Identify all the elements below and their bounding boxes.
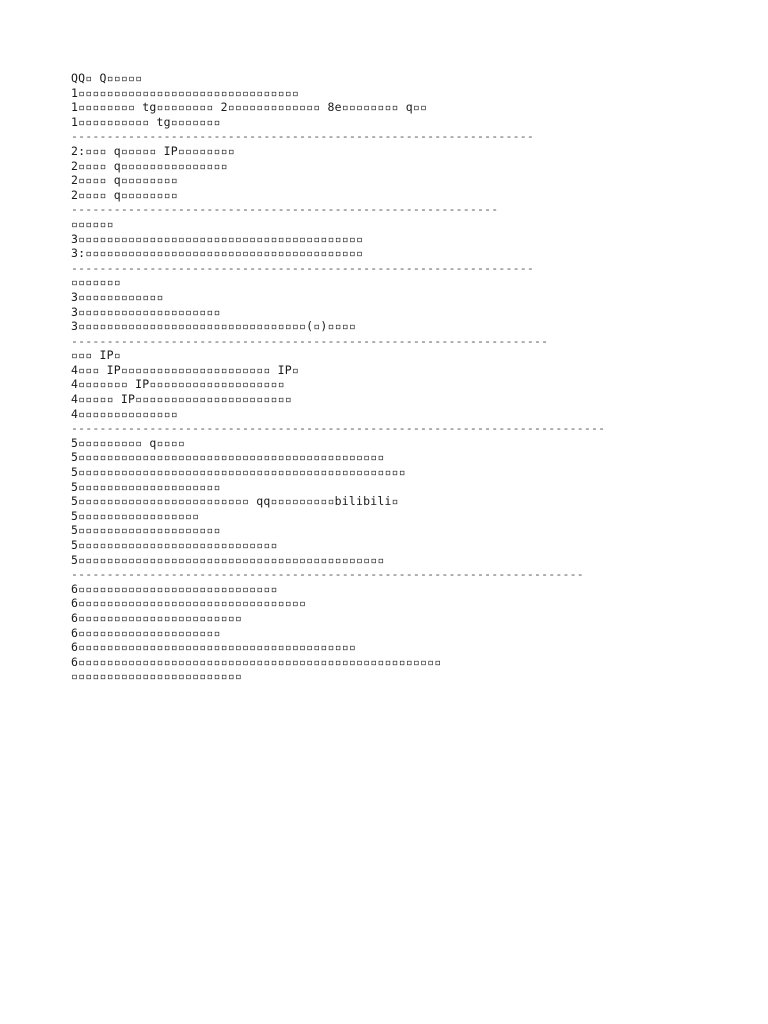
text-line: 4▫▫▫▫▫ IP▫▫▫▫▫▫▫▫▫▫▫▫▫▫▫▫▫▫▫▫▫▫ <box>71 392 292 407</box>
text-line: 1▫▫▫▫▫▫▫▫ tg▫▫▫▫▫▫▫▫ 2▫▫▫▫▫▫▫▫▫▫▫▫▫ 8e▫▫▫▫▫▫▫▫ q▫▫ <box>71 100 428 115</box>
section-4 <box>71 275 711 348</box>
text-line: 3▫▫▫▫▫▫▫▫▫▫▫▫▫▫▫▫▫▫▫▫ <box>71 304 221 319</box>
text-line: 5▫▫▫▫▫▫▫▫▫▫▫▫▫▫▫▫▫▫▫▫▫▫▫▫▫▫▫▫▫▫▫▫▫▫▫▫▫▫▫▫▫▫▫▫▫▫ <box>71 465 406 480</box>
section-6 <box>71 436 711 582</box>
text-line: 5▫▫▫▫▫▫▫▫▫▫▫▫▫▫▫▫▫▫▫▫▫▫▫▫▫▫▫▫▫▫▫▫▫▫▫▫▫▫▫▫▫▫▫ <box>71 552 385 567</box>
section-1 <box>71 71 711 144</box>
dashed-separator: ----------------------------------------------------------------- <box>71 129 535 144</box>
text-line: 5▫▫▫▫▫▫▫▫▫▫▫▫▫▫▫▫▫▫▫▫ <box>71 479 221 494</box>
text-line: ▫▫▫▫▫▫▫▫▫▫▫▫▫▫▫▫▫▫▫▫▫▫▫▫ <box>71 669 242 684</box>
text-line: 4▫▫▫▫▫▫▫ IP▫▫▫▫▫▫▫▫▫▫▫▫▫▫▫▫▫▫▫ <box>71 377 285 392</box>
dashed-separator: ------------------------------------------------------------ <box>71 202 499 217</box>
dashed-separator: ----------------------------------------------------------------- <box>71 260 535 275</box>
text-line: 6▫▫▫▫▫▫▫▫▫▫▫▫▫▫▫▫▫▫▫▫▫▫▫▫▫▫▫▫▫▫▫▫▫▫▫▫▫▫▫ <box>71 640 356 655</box>
section-heading: ▫▫▫▫▫▫▫ <box>71 275 121 290</box>
text-line: 6▫▫▫▫▫▫▫▫▫▫▫▫▫▫▫▫▫▫▫▫ <box>71 625 221 640</box>
text-line: 1▫▫▫▫▫▫▫▫▫▫▫▫▫▫▫▫▫▫▫▫▫▫▫▫▫▫▫▫▫▫▫ <box>71 85 299 100</box>
section-3 <box>71 217 711 275</box>
text-line: 5▫▫▫▫▫▫▫▫▫ q▫▫▫▫ <box>71 435 185 450</box>
text-line: 2▫▫▫▫ q▫▫▫▫▫▫▫▫▫▫▫▫▫▫▫ <box>71 158 228 173</box>
text-line: 5▫▫▫▫▫▫▫▫▫▫▫▫▫▫▫▫▫ <box>71 508 200 523</box>
section-7 <box>71 582 711 684</box>
dashed-separator: ------------------------------------------------------------------------ <box>71 567 584 582</box>
dashed-separator: --------------------------------------------------------------------------- <box>71 421 606 436</box>
text-line: 2▫▫▫▫ q▫▫▫▫▫▫▫▫ <box>71 173 178 188</box>
text-line: 4▫▫▫▫▫▫▫▫▫▫▫▫▫▫ <box>71 406 178 421</box>
section-2 <box>71 144 711 217</box>
text-line: 6▫▫▫▫▫▫▫▫▫▫▫▫▫▫▫▫▫▫▫▫▫▫▫▫▫▫▫▫ <box>71 581 278 596</box>
section-5 <box>71 348 711 436</box>
text-line: 3:▫▫▫▫▫▫▫▫▫▫▫▫▫▫▫▫▫▫▫▫▫▫▫▫▫▫▫▫▫▫▫▫▫▫▫▫▫▫▫ <box>71 246 364 261</box>
text-line: 2▫▫▫▫ q▫▫▫▫▫▫▫▫ <box>71 187 178 202</box>
dashed-separator: ------------------------------------------------------------------- <box>71 333 549 348</box>
text-line: 1▫▫▫▫▫▫▫▫▫▫ tg▫▫▫▫▫▫▫ <box>71 114 221 129</box>
section-heading: ▫▫▫▫▫▫ <box>71 216 114 231</box>
text-line: 3▫▫▫▫▫▫▫▫▫▫▫▫▫▫▫▫▫▫▫▫▫▫▫▫▫▫▫▫▫▫▫▫(▫)▫▫▫▫ <box>71 319 356 334</box>
text-line: 3▫▫▫▫▫▫▫▫▫▫▫▫ <box>71 289 164 304</box>
text-line: 4▫▫▫ IP▫▫▫▫▫▫▫▫▫▫▫▫▫▫▫▫▫▫▫▫▫ IP▫ <box>71 362 299 377</box>
text-line: 5▫▫▫▫▫▫▫▫▫▫▫▫▫▫▫▫▫▫▫▫▫▫▫▫ qq▫▫▫▫▫▫▫▫▫bilibili▫ <box>71 494 399 509</box>
text-line: 6▫▫▫▫▫▫▫▫▫▫▫▫▫▫▫▫▫▫▫▫▫▫▫▫▫▫▫▫▫▫▫▫ <box>71 596 307 611</box>
text-line: 2:▫▫▫ q▫▫▫▫▫ IP▫▫▫▫▫▫▫▫ <box>71 143 235 158</box>
text-line: 6▫▫▫▫▫▫▫▫▫▫▫▫▫▫▫▫▫▫▫▫▫▫▫ <box>71 610 242 625</box>
text-line: 6▫▫▫▫▫▫▫▫▫▫▫▫▫▫▫▫▫▫▫▫▫▫▫▫▫▫▫▫▫▫▫▫▫▫▫▫▫▫▫▫▫▫▫▫▫▫▫▫▫▫▫ <box>71 654 442 669</box>
text-line: 3▫▫▫▫▫▫▫▫▫▫▫▫▫▫▫▫▫▫▫▫▫▫▫▫▫▫▫▫▫▫▫▫▫▫▫▫▫▫▫▫ <box>71 231 364 246</box>
section-heading: ▫▫▫ IP▫ <box>71 348 121 363</box>
text-line: 5▫▫▫▫▫▫▫▫▫▫▫▫▫▫▫▫▫▫▫▫ <box>71 523 221 538</box>
text-line: QQ▫ Q▫▫▫▫▫ <box>71 71 143 85</box>
text-line: 5▫▫▫▫▫▫▫▫▫▫▫▫▫▫▫▫▫▫▫▫▫▫▫▫▫▫▫▫▫▫▫▫▫▫▫▫▫▫▫▫▫▫▫ <box>71 450 385 465</box>
document-page <box>71 71 711 684</box>
text-line: 5▫▫▫▫▫▫▫▫▫▫▫▫▫▫▫▫▫▫▫▫▫▫▫▫▫▫▫▫ <box>71 538 278 552</box>
